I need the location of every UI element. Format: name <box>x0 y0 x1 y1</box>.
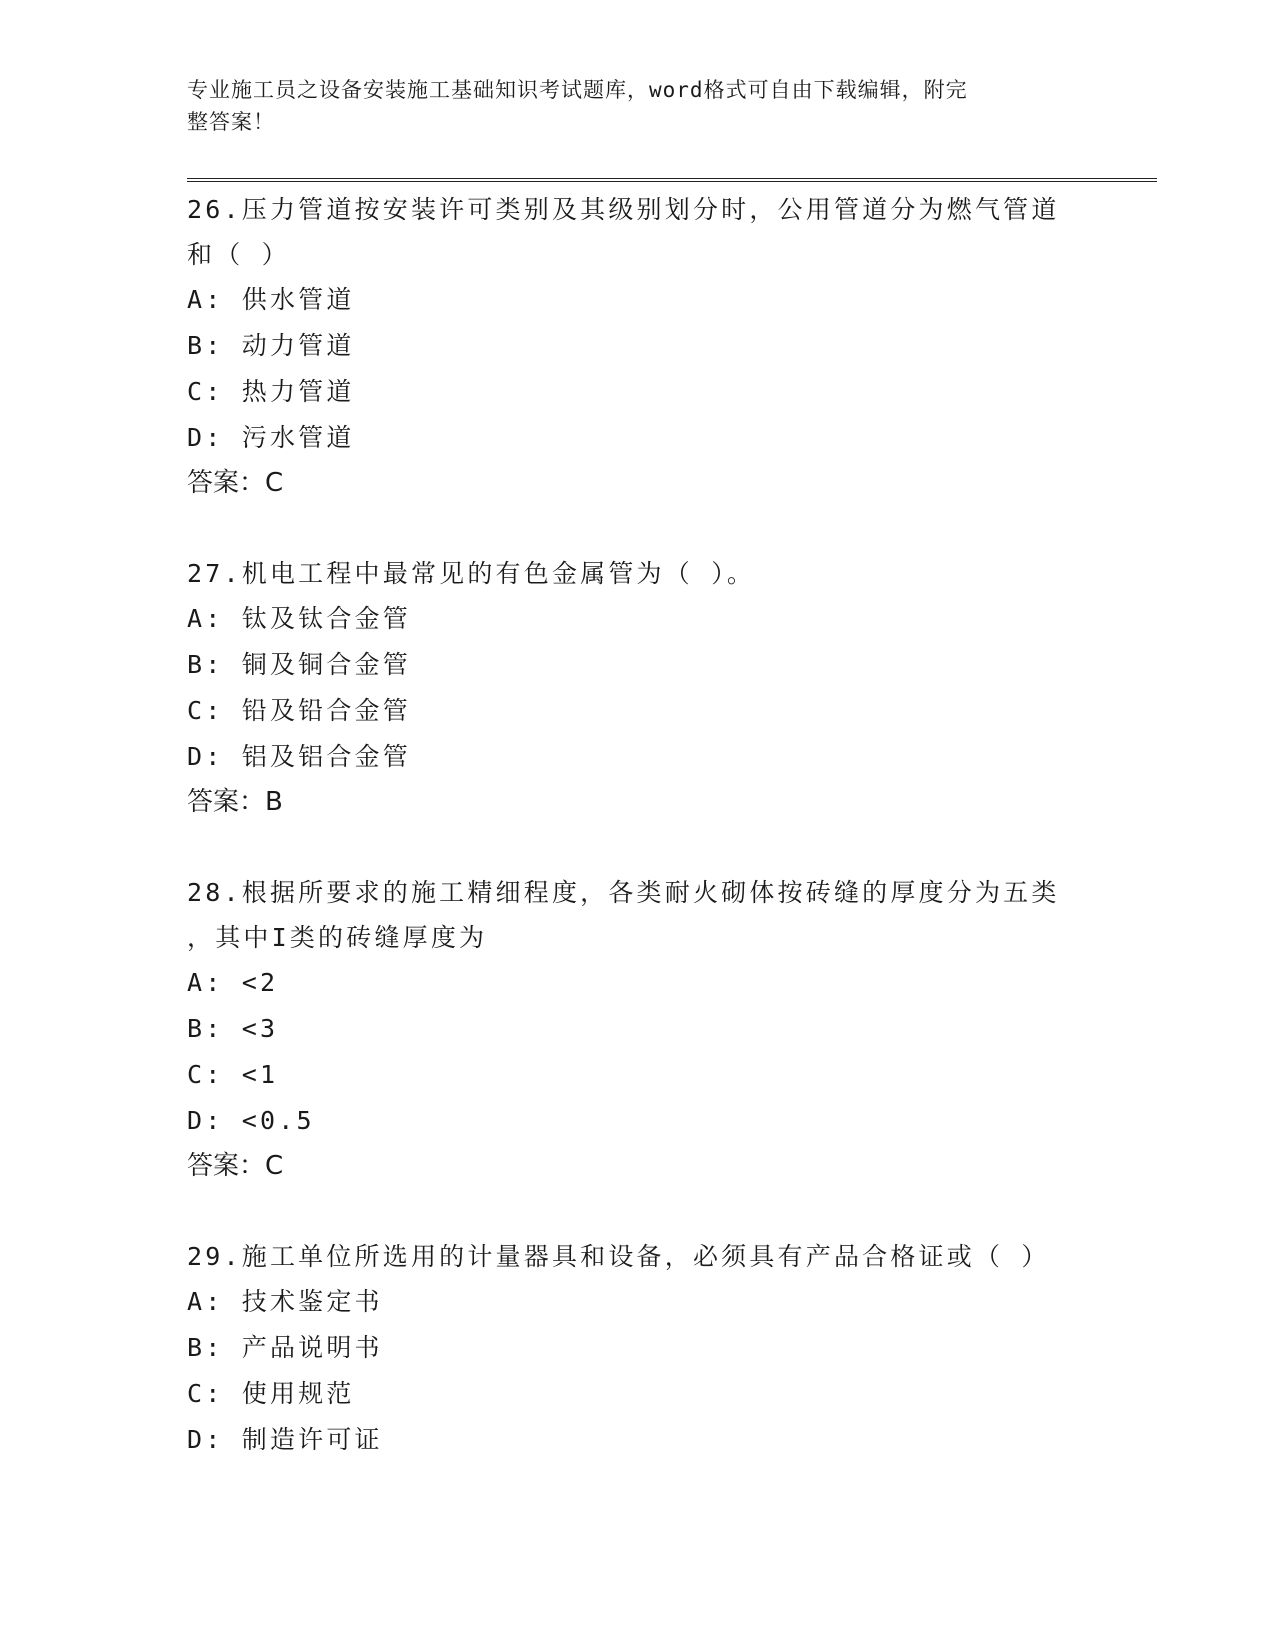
option-a: A: 技术鉴定书 <box>187 1287 383 1316</box>
option-b: B: 产品说明书 <box>187 1333 383 1362</box>
header-divider <box>187 178 1157 182</box>
header-line-2: 整答案！ <box>187 110 275 134</box>
option-c: C: 使用规范 <box>187 1379 355 1408</box>
option-c: C: 铅及铅合金管 <box>187 696 411 725</box>
option-a: A: 供水管道 <box>187 285 355 314</box>
option-d: D: 制造许可证 <box>187 1425 383 1454</box>
document-header <box>187 74 1067 138</box>
answer-line: 答案：C <box>187 1151 284 1181</box>
option-b: B: <3 <box>187 1014 279 1043</box>
option-d: D: 铝及铝合金管 <box>187 742 411 771</box>
option-b: B: 动力管道 <box>187 331 355 360</box>
option-c: C: 热力管道 <box>187 377 355 406</box>
question-stem-line: 29.施工单位所选用的计量器具和设备，必须具有产品合格证或（ ） <box>187 1242 1050 1271</box>
question-26 <box>187 187 1087 505</box>
option-a: A: <2 <box>187 968 279 997</box>
question-27 <box>187 551 1087 824</box>
question-stem-line: ，其中I类的砖缝厚度为 <box>187 923 488 952</box>
header-line-1: 专业施工员之设备安装施工基础知识考试题库，word格式可自由下载编辑，附完 <box>187 78 968 102</box>
question-stem-line: 和（ ） <box>187 240 290 269</box>
question-stem-line: 28.根据所要求的施工精细程度，各类耐火砌体按砖缝的厚度分为五类 <box>187 878 1060 907</box>
option-b: B: 铜及铜合金管 <box>187 650 411 679</box>
question-29 <box>187 1234 1087 1463</box>
question-stem-line: 26.压力管道按安装许可类别及其级别划分时，公用管道分为燃气管道 <box>187 195 1060 224</box>
question-28 <box>187 870 1087 1188</box>
option-a: A: 钛及钛合金管 <box>187 604 411 633</box>
answer-line: 答案：C <box>187 468 284 498</box>
question-stem-line: 27.机电工程中最常见的有色金属管为（ ）。 <box>187 559 756 588</box>
option-d: D: <0.5 <box>187 1106 315 1135</box>
option-d: D: 污水管道 <box>187 423 355 452</box>
question-list <box>187 187 1087 1509</box>
option-c: C: <1 <box>187 1060 279 1089</box>
answer-line: 答案：B <box>187 787 283 817</box>
